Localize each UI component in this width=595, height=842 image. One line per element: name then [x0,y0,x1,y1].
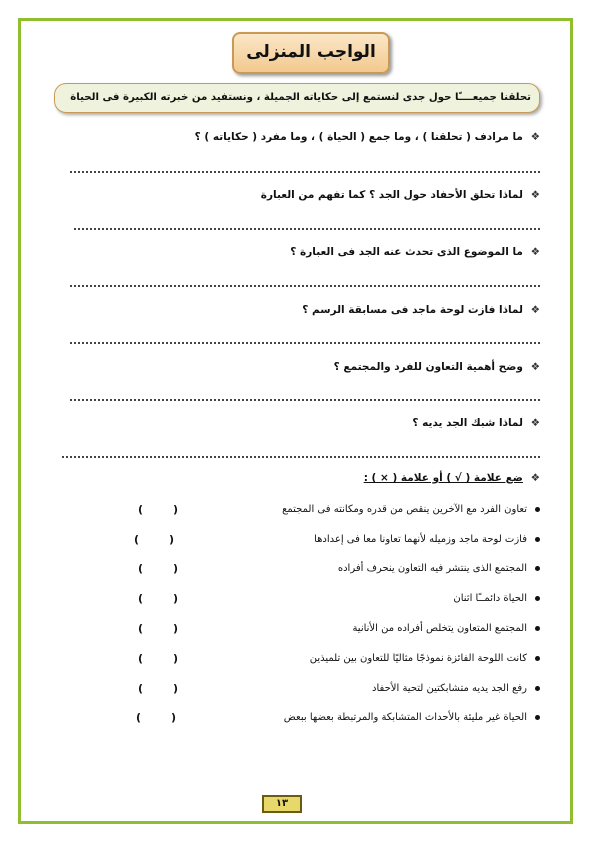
paren-open: ( [138,622,144,635]
paren-close: ) [172,622,178,635]
tf-item [338,563,540,574]
answer-parentheses[interactable] [138,682,178,695]
paren-open: ( [138,503,144,516]
bullet-dot [535,566,540,571]
bullet-icon: ❖ [530,304,540,316]
tf-item [284,712,540,723]
answer-line[interactable] [70,285,540,287]
question-5 [334,361,540,373]
tf-item [282,504,540,515]
answer-parentheses[interactable] [134,533,174,546]
true-false-instruction [364,472,540,484]
tf-item [372,683,540,694]
intro-passage-box [54,83,540,113]
answer-line[interactable] [74,228,540,230]
question-text: لماذا تحلق الأحفاد حول الجد ؟ كما تفهم من العبارة [260,189,523,201]
question-1 [195,131,540,143]
tf-item [314,534,540,545]
answer-parentheses[interactable] [138,592,178,605]
bullet-icon: ❖ [530,246,540,258]
paren-open: ( [134,533,140,546]
bullet-dot [535,715,540,720]
question-3 [290,246,540,258]
bullet-dot [535,656,540,661]
paren-close: ) [172,682,178,695]
bullet-icon: ❖ [530,361,540,373]
answer-line[interactable] [62,456,540,458]
tf-item-text: الحياة غير مليئة بالأحداث المتشابكة والمرتبطة بعضها ببعض [283,712,527,723]
instruction-text: ضع علامة ( √ ) أو علامة ( × ) : [363,472,523,484]
question-text: لماذا شبك الجد يديه ؟ [412,417,523,429]
tf-item-text: رفع الجد يديه متشابكتين لتحية الأحفاد [372,683,527,694]
tf-item-text: المجتمع الذى ينتشر فيه التعاون ينحرف أفراده [337,563,527,574]
answer-parentheses[interactable] [138,622,178,635]
paren-open: ( [138,682,144,695]
bullet-dot [535,626,540,631]
bullet-icon: ❖ [530,417,540,429]
answer-line[interactable] [70,399,540,401]
question-6 [412,417,540,429]
bullet-dot [535,596,540,601]
tf-item-text: الحياة دائمــًا اثنان [453,593,527,604]
paren-open: ( [136,711,142,724]
tf-item-text: فازت لوحة ماجد وزميله لأنهما تعاونا معا فى إعدادها [314,534,527,545]
question-text: ما الموضوع الذى تحدث عنه الجد فى العبارة ؟ [290,246,523,258]
bullet-icon: ❖ [530,472,540,484]
tf-item-text: المجتمع المتعاون يتخلص أفراده من الأنانية [352,623,527,634]
answer-parentheses[interactable] [138,652,178,665]
paren-close: ) [172,562,178,575]
tf-item-text: كانت اللوحة الفائزة نموذجًا مثاليًا للتعاون بين تلميذين [309,653,527,664]
question-4 [302,304,540,316]
answer-line[interactable] [70,171,540,173]
question-text: ما مرادف ( تحلقنا ) ، وما جمع ( الحياة ) ، وما مفرد ( حكاياته ) ؟ [194,131,523,143]
page-title: الواجب المنزلى [246,42,376,62]
bullet-dot [535,507,540,512]
paren-close: ) [170,711,176,724]
intro-passage: تحلقنا جميعــــًا حول جدى لنستمع إلى حكاياته الجميلة ، ونستفيد من خبرته الكبيرة فى الحياة [70,92,531,103]
tf-item [453,593,540,604]
paren-close: ) [168,533,174,546]
tf-item [310,653,540,664]
bullet-icon: ❖ [530,189,540,201]
question-2 [261,189,540,201]
answer-parentheses[interactable] [138,562,178,575]
paren-close: ) [172,503,178,516]
paren-close: ) [172,592,178,605]
question-text: لماذا فازت لوحة ماجد فى مسابقة الرسم ؟ [302,304,523,316]
paren-close: ) [172,652,178,665]
answer-line[interactable] [70,342,540,344]
answer-parentheses[interactable] [138,503,178,516]
bullet-dot [535,537,540,542]
title-box [232,32,390,74]
answer-parentheses[interactable] [136,711,176,724]
tf-item-text: تعاون الفرد مع الآخرين ينقص من قدره ومكانته فى المجتمع [282,504,527,515]
paren-open: ( [138,652,144,665]
bullet-dot [535,686,540,691]
paren-open: ( [138,562,144,575]
paren-open: ( [138,592,144,605]
page-number: ١٣ [262,795,302,813]
bullet-icon: ❖ [530,131,540,143]
question-text: وضح أهمية التعاون للفرد والمجتمع ؟ [333,361,523,373]
tf-item [352,623,540,634]
